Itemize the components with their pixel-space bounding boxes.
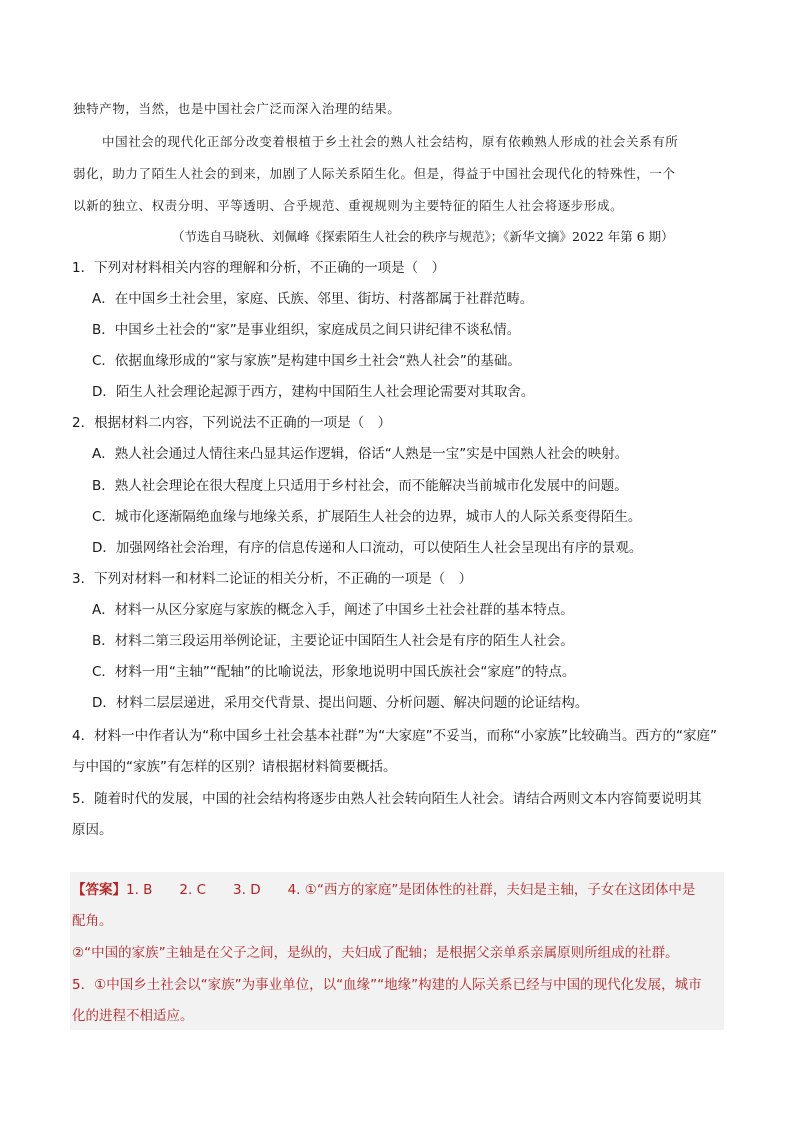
question-1-option-b: B．中国乡土社会的“家”是事业组织，家庭成员之间只讲纪律不谈私情。: [92, 322, 521, 338]
answer-line-1: [72, 881, 695, 899]
question-3-stem: 3．下列对材料一和材料二论证的相关分析，不正确的一项是（ ）: [72, 571, 473, 587]
question-1-stem: 1．下列对材料相关内容的理解和分析，不正确的一项是（ ）: [72, 260, 446, 276]
question-5-line-2: 原因。: [72, 822, 113, 838]
passage-line-4: 以新的独立、权责分明、平等透明、合乎规范、重视规则为主要特征的陌生人社会将逐步形成。: [73, 198, 624, 213]
question-5-line-1: 5．随着时代的发展，中国的社会结构将逐步由熟人社会转向陌生人社会。请结合两则文本内容简要说明其: [72, 791, 702, 807]
answer-line-3: ②“中国的家族”主轴是在父子之间，是纵的，夫妇成了配轴；是根据父亲单系亲属原则所组成的社群。: [72, 945, 679, 961]
question-2-stem: 2．根据材料二内容，下列说法不正确的一项是（ ）: [72, 415, 392, 431]
answer-line-5: 化的进程不相适应。: [72, 1008, 194, 1024]
passage-line-2: 中国社会的现代化正部分改变着根植于乡土社会的熟人社会结构，原有依赖熟人形成的社会关系有所: [102, 134, 679, 149]
question-1-option-a: A．在中国乡土社会里，家庭、氏族、邻里、街坊、村落都属于社群范畴。: [92, 291, 534, 307]
question-1-option-c: C．依据血缘形成的“家与家族”是构建中国乡土社会“熟人社会”的基础。: [92, 353, 521, 369]
question-4-line-1: 4．材料一中作者认为“称中国乡土社会基本社群”为“大家庭”不妥当，而称“小家族”比较确当。西方的“家庭”: [72, 728, 718, 744]
answer-line-1-text: 1. B 2. C 3. D 4. ①“西方的家庭”是团体性的社群，夫妇是主轴，子女在这团体中是: [126, 882, 696, 898]
question-3-option-a: A．材料一从区分家庭与家族的概念入手，阐述了中国乡土社会社群的基本特点。: [92, 602, 574, 618]
question-3-option-d: D．材料二层层递进，采用交代背景、提出问题、分析问题、解决问题的论证结构。: [92, 695, 589, 711]
question-1-option-d: D．陌生人社会理论起源于西方，建构中国陌生人社会理论需要对其取舍。: [92, 384, 535, 400]
question-3-option-c: C．材料一用“主轴”“配轴”的比喻说法，形象地说明中国氏族社会“家庭”的特点。: [92, 664, 576, 680]
answer-line-2: 配角。: [72, 913, 113, 929]
question-2-option-c: C．城市化逐渐隔绝血缘与地缘关系，扩展陌生人社会的边界，城市人的人际关系变得陌生。: [92, 509, 642, 525]
question-2-option-a: A．熟人社会通过人情往来凸显其运作逻辑，俗话“人熟是一宝”实是中国熟人社会的映射。: [92, 446, 629, 462]
answer-tag: 【答案】: [72, 882, 126, 898]
passage-source: （节选自马晓秋、刘佩峰《探索陌生人社会的秩序与规范》；《新华文摘》2022 年第 6 期）: [172, 229, 674, 244]
question-2-option-d: D．加强网络社会治理，有序的信息传递和人口流动，可以使陌生人社会呈现出有序的景观。: [92, 540, 643, 556]
question-4-line-2: 与中国的“家族”有怎样的区别？请根据材料简要概括。: [72, 759, 397, 775]
answer-line-4: 5．①中国乡土社会以“家族”为事业单位，以“血缘”“地缘”构建的人际关系已经与中国的现代化发展，城市: [72, 977, 702, 993]
question-2-option-b: B．熟人社会理论在很大程度上只适用于乡村社会，而不能解决当前城市化发展中的问题。: [92, 478, 628, 494]
question-3-option-b: B．材料二第三段运用举例论证，主要论证中国陌生人社会是有序的陌生人社会。: [92, 633, 574, 649]
passage-line-1: 独特产物，当然，也是中国社会广泛而深入治理的结果。: [73, 101, 401, 116]
passage-line-3: 弱化，助力了陌生人社会的到来，加剧了人际关系陌生化。但是，得益于中国社会现代化的特殊性，一个: [73, 166, 676, 181]
